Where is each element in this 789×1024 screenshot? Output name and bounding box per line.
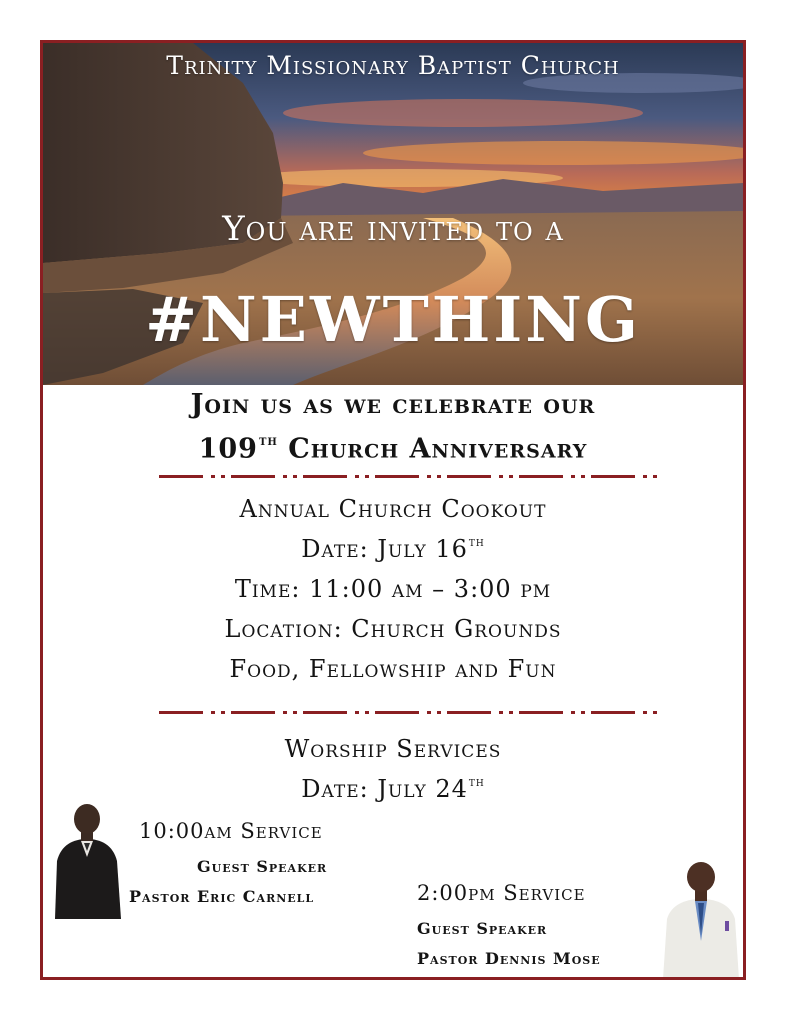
- dash-divider: [159, 473, 669, 481]
- cookout-tagline: Food, Fellowship and Fun: [229, 655, 557, 683]
- worship-date-suffix: th: [468, 775, 485, 790]
- invite-line: You are invited to a: [222, 209, 564, 249]
- cookout-date-suffix: th: [468, 535, 485, 550]
- hero-banner: [43, 43, 743, 385]
- anniversary-number: 109: [198, 433, 258, 465]
- service-2-speaker: Pastor Dennis Mose: [417, 949, 601, 968]
- cookout-time: Time: 11:00 am – 3:00 pm: [234, 575, 552, 603]
- church-name: Trinity Missionary Baptist Church: [166, 51, 620, 80]
- service-1-time: 10:00am Service: [139, 819, 323, 843]
- worship-date-label: Date: July 24: [301, 775, 468, 804]
- dash-divider: [159, 709, 669, 717]
- service-2-time: 2:00pm Service: [417, 881, 586, 905]
- cookout-date: [43, 535, 743, 563]
- cookout-date-label: Date: July 16: [301, 535, 468, 564]
- anniversary-line-2: [43, 431, 743, 465]
- worship-date: [43, 775, 743, 803]
- anniversary-suffix: th: [258, 431, 278, 449]
- service-1-role: Guest Speaker: [197, 857, 328, 876]
- worship-title: Worship Services: [284, 735, 502, 763]
- pastor-photo: [659, 855, 743, 979]
- service-1-speaker: Pastor Eric Carnell: [129, 887, 315, 906]
- anniversary-text: Church Anniversary: [288, 433, 588, 465]
- hashtag-title: #NEWTHING: [145, 283, 641, 356]
- cookout-location: Location: Church Grounds: [224, 615, 562, 643]
- service-2-role: Guest Speaker: [417, 919, 548, 938]
- flyer-frame: [40, 40, 746, 980]
- anniversary-line-1: Join us as we celebrate our: [190, 389, 596, 420]
- pastor-photo: [47, 799, 127, 919]
- cookout-title: Annual Church Cookout: [239, 495, 547, 523]
